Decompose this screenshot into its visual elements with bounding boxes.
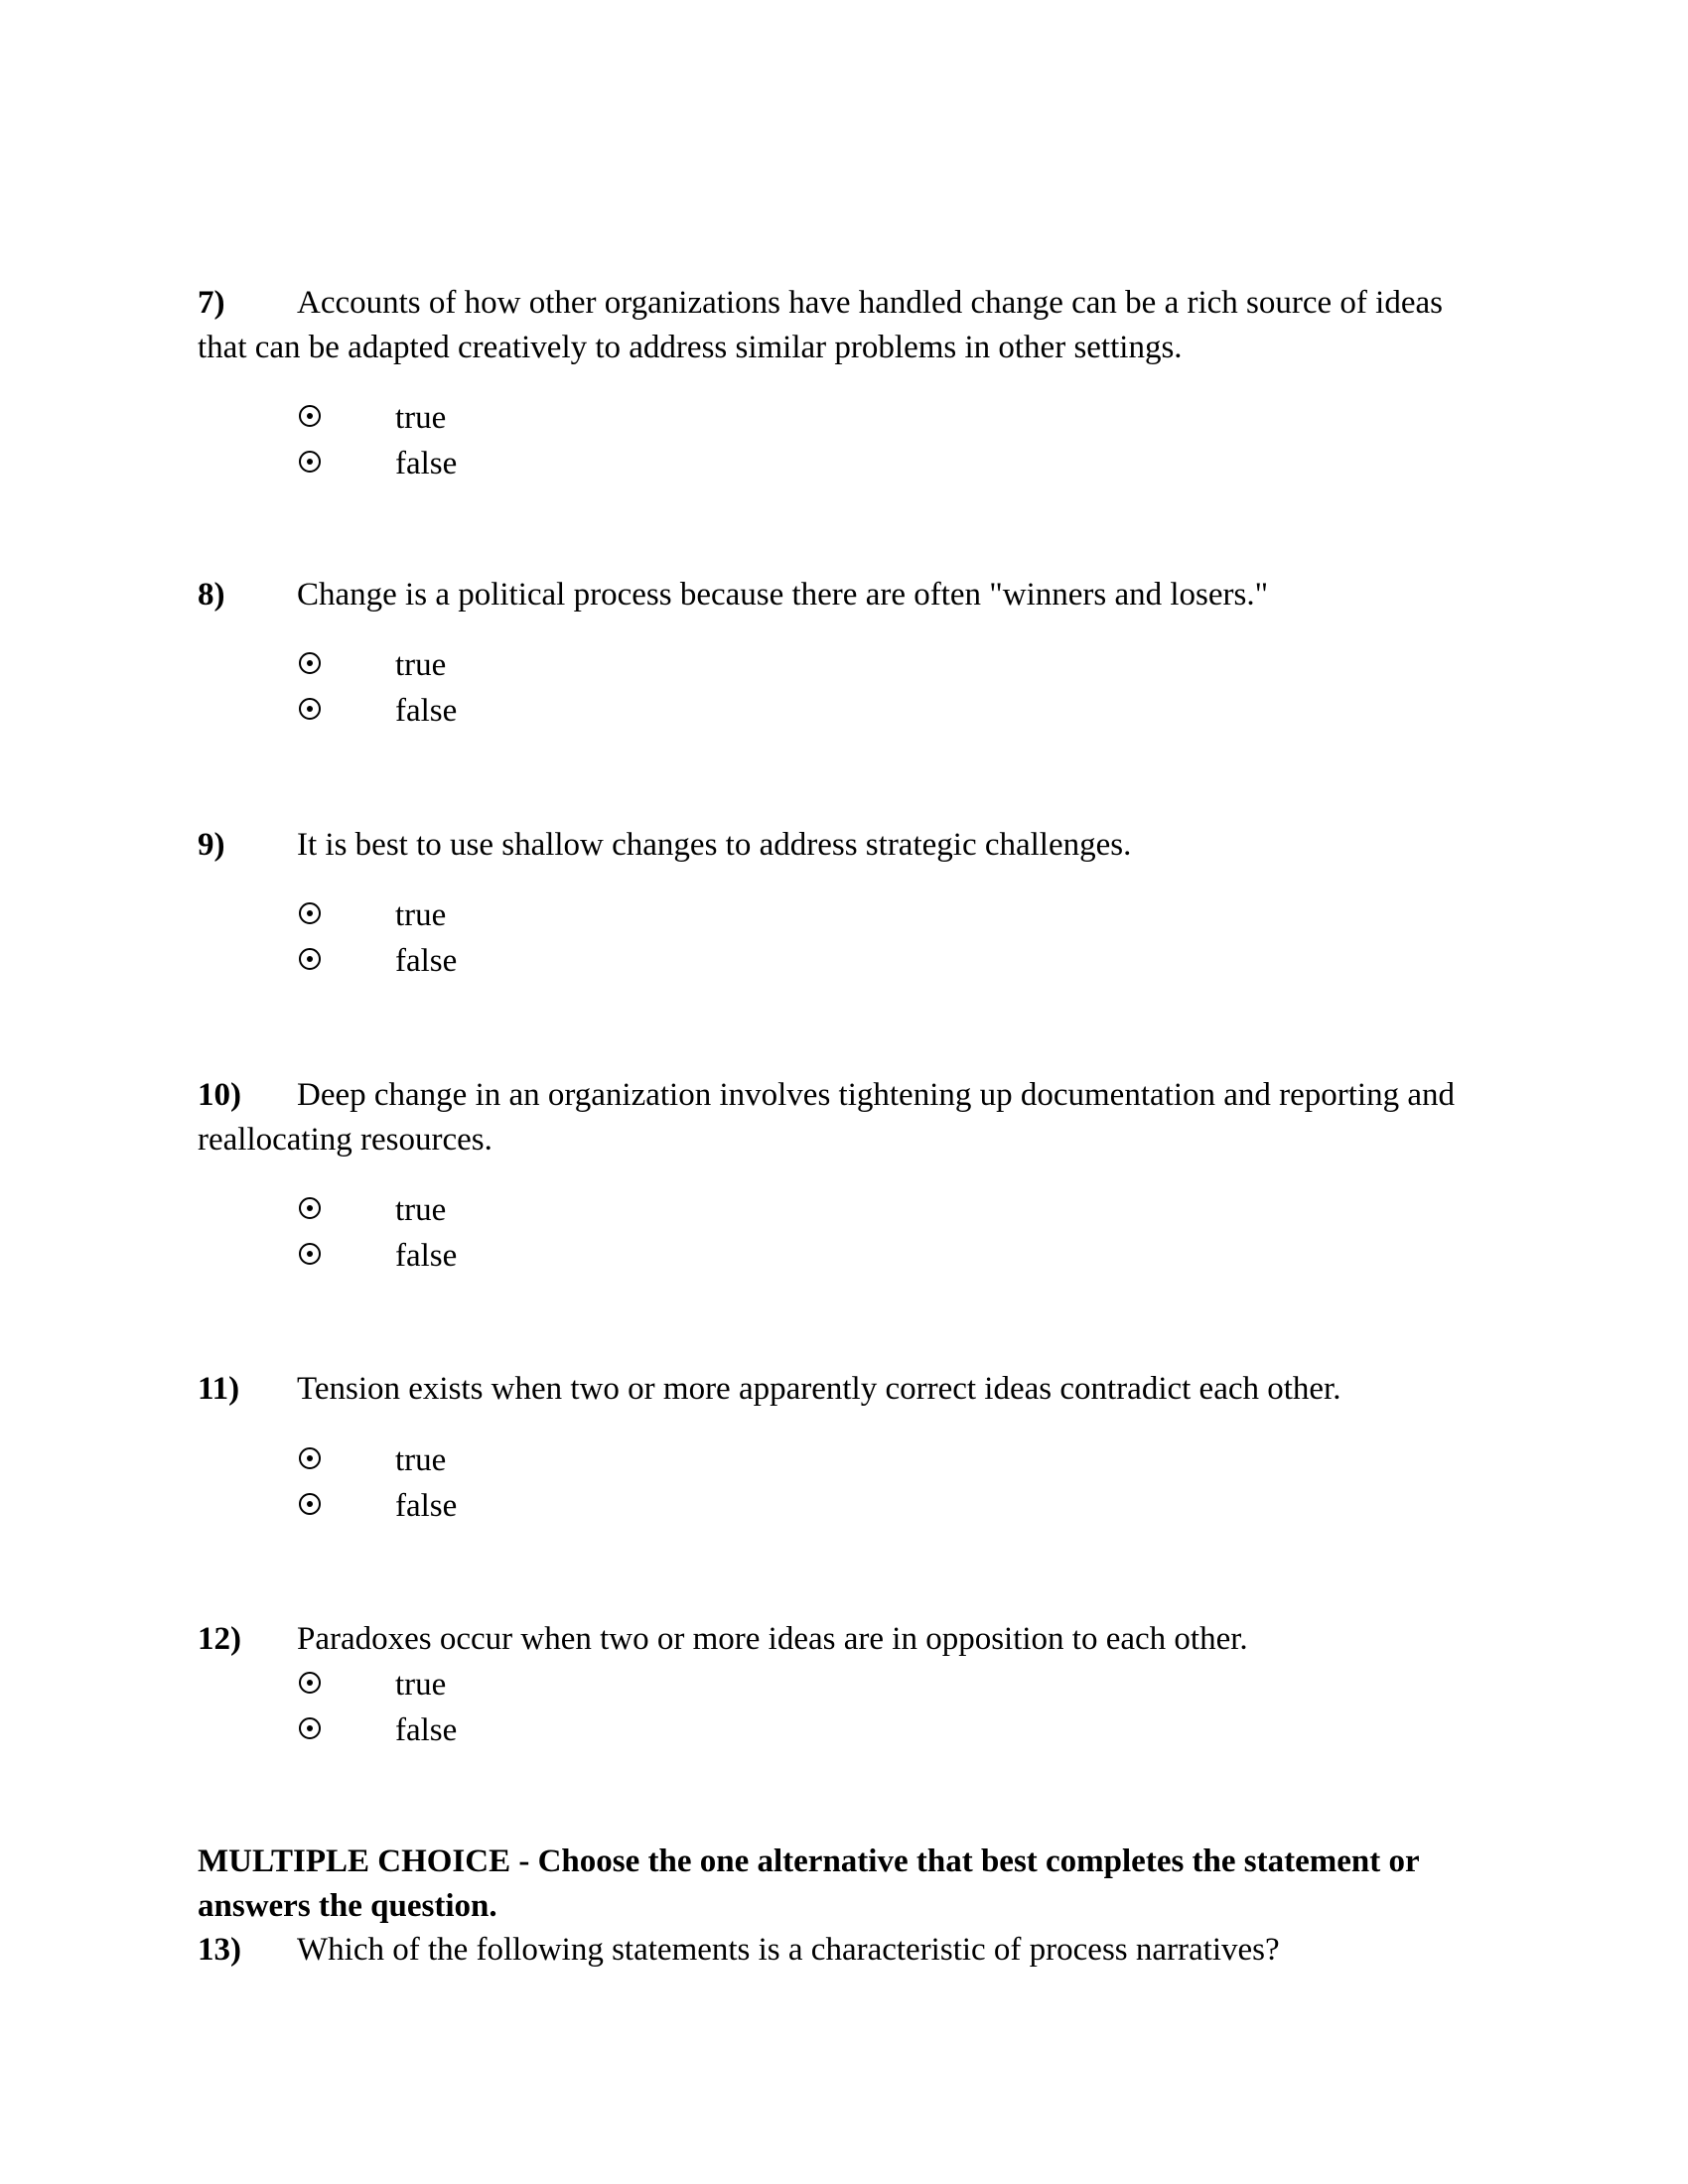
radio-circle-icon[interactable] [299, 1493, 321, 1515]
option-label: true [395, 1192, 447, 1228]
option-true[interactable] [198, 1187, 1488, 1233]
option-label: true [395, 647, 447, 683]
option-false[interactable] [198, 1233, 1488, 1279]
question-line [198, 1367, 1488, 1412]
radio-circle-icon[interactable] [299, 652, 321, 674]
option-true[interactable] [198, 1437, 1488, 1483]
section-heading-line-2: answers the question. [198, 1888, 497, 1924]
question-text: Tension exists when two or more apparently correct ideas contradict each other. [297, 1371, 1341, 1407]
question-line [198, 1928, 1488, 1973]
option-label: false [395, 1488, 458, 1524]
option-false[interactable] [198, 441, 1488, 486]
radio-circle-icon[interactable] [299, 902, 321, 924]
radio-circle-icon[interactable] [299, 1717, 321, 1739]
answer-options [198, 1662, 1488, 1753]
radio-circle-icon[interactable] [299, 405, 321, 427]
question-line [198, 1617, 1488, 1662]
option-label: false [395, 1712, 458, 1748]
question-text: Which of the following statements is a characteristic of process narratives? [297, 1932, 1280, 1968]
question-text: Deep change in an organization involves tightening up documentation and reporting and [297, 1077, 1455, 1113]
question-text-continuation: reallocating resources. [198, 1122, 492, 1158]
radio-circle-icon[interactable] [299, 1243, 321, 1265]
question-line [198, 823, 1488, 868]
option-false[interactable] [198, 688, 1488, 734]
option-false[interactable] [198, 1483, 1488, 1529]
question-text-continuation: that can be adapted creatively to address similar problems in other settings. [198, 330, 1183, 365]
option-true[interactable] [198, 1662, 1488, 1707]
radio-circle-icon[interactable] [299, 698, 321, 720]
option-true[interactable] [198, 395, 1488, 441]
question-number: 10) [198, 1077, 241, 1113]
option-label: false [395, 943, 458, 979]
option-label: true [395, 1667, 447, 1703]
option-label: false [395, 693, 458, 729]
question-12 [198, 1617, 1488, 1753]
option-label: true [395, 1442, 447, 1478]
section-heading-line-1: MULTIPLE CHOICE - Choose the one alternative that best completes the statement or [198, 1843, 1420, 1879]
question-line [198, 573, 1488, 617]
question-11 [198, 1367, 1488, 1529]
answer-options [198, 892, 1488, 984]
question-text: Change is a political process because there are often "winners and losers." [297, 577, 1269, 613]
question-number: 7) [198, 285, 225, 321]
question-9 [198, 823, 1488, 984]
answer-options [198, 1187, 1488, 1279]
question-text: Paradoxes occur when two or more ideas are in opposition to each other. [297, 1621, 1248, 1657]
radio-circle-icon[interactable] [299, 1672, 321, 1694]
question-13 [198, 1928, 1488, 1973]
option-false[interactable] [198, 1707, 1488, 1753]
option-label: false [395, 446, 458, 481]
question-number: 11) [198, 1371, 240, 1407]
question-line [198, 281, 1488, 326]
question-text: It is best to use shallow changes to address strategic challenges. [297, 827, 1132, 863]
option-true[interactable] [198, 642, 1488, 688]
radio-circle-icon[interactable] [299, 451, 321, 473]
question-number: 9) [198, 827, 225, 863]
question-8 [198, 573, 1488, 734]
question-7 [198, 281, 1488, 486]
question-text: Accounts of how other organizations have handled change can be a rich source of ideas [297, 285, 1443, 321]
radio-circle-icon[interactable] [299, 1197, 321, 1219]
answer-options [198, 395, 1488, 486]
section-heading [198, 1840, 1488, 1929]
option-false[interactable] [198, 938, 1488, 984]
answer-options [198, 1437, 1488, 1529]
question-number: 13) [198, 1932, 241, 1968]
answer-options [198, 642, 1488, 734]
question-number: 8) [198, 577, 225, 613]
option-label: true [395, 897, 447, 933]
question-10 [198, 1073, 1488, 1279]
option-label: true [395, 400, 447, 436]
radio-circle-icon[interactable] [299, 1447, 321, 1469]
option-label: false [395, 1238, 458, 1274]
question-number: 12) [198, 1621, 241, 1657]
radio-circle-icon[interactable] [299, 948, 321, 970]
option-true[interactable] [198, 892, 1488, 938]
question-line [198, 1073, 1488, 1118]
